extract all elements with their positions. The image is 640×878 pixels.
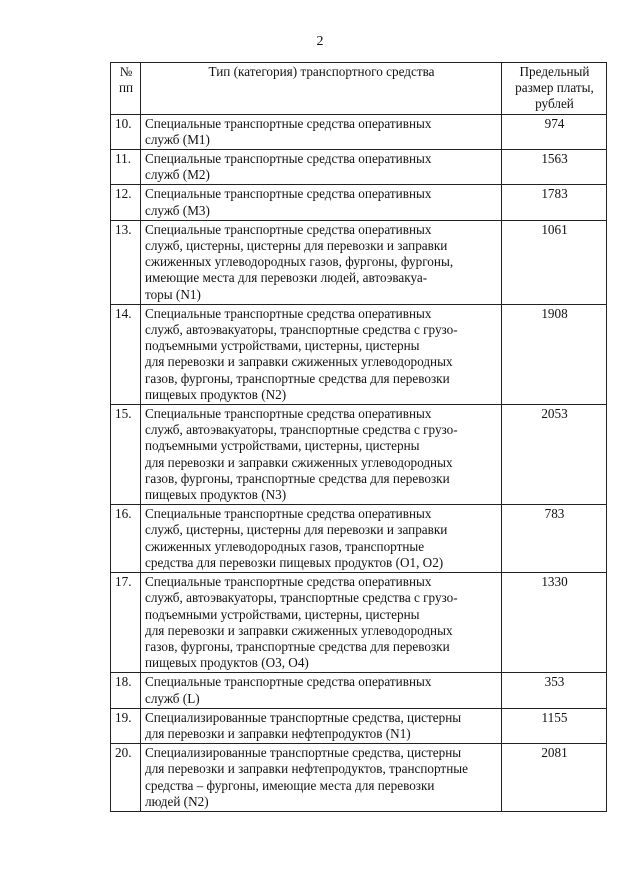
max-fee-value: 353 <box>502 673 607 708</box>
page-number: 2 <box>316 34 324 49</box>
vehicle-type-line: Специальные транспортные средства оперативных <box>145 406 432 422</box>
vehicle-type-line: для перевозки и заправки нефтепродуктов (N1) <box>145 725 411 741</box>
table-row <box>111 505 607 573</box>
vehicle-type-line: служб, цистерны, цистерны для перевозки и заправки <box>145 238 448 254</box>
vehicle-type-line: имеющие места для перевозки людей, автоэвакуа- <box>145 270 428 286</box>
row-number: 12. <box>111 185 141 220</box>
row-number: 15. <box>111 405 141 505</box>
max-fee-value: 2081 <box>502 744 607 812</box>
row-number: 20. <box>111 744 141 812</box>
vehicle-type-line: Специализированные транспортные средства, цистерны <box>145 745 462 761</box>
max-fee-value: 1908 <box>502 304 607 404</box>
table-row <box>111 405 607 505</box>
vehicle-type-line: для перевозки и заправки сжиженных углеводородных <box>145 622 453 638</box>
vehicle-type-line: Специальные транспортные средства оперативных <box>145 305 432 321</box>
vehicle-type-line: средства для перевозки пищевых продуктов (O1, O2) <box>145 554 444 570</box>
vehicle-type-line: служб (M3) <box>145 202 210 218</box>
max-fee-value: 2053 <box>502 405 607 505</box>
vehicle-type-cell <box>141 573 502 673</box>
header-fee-line: Предельный <box>519 64 590 79</box>
vehicle-type-cell <box>141 505 502 573</box>
vehicle-type-line: сжиженных углеводородных газов, транспортные <box>145 538 425 554</box>
vehicle-type-line: служб, автоэвакуаторы, транспортные средства с грузо- <box>145 422 458 438</box>
header-fee <box>502 63 607 115</box>
table-row <box>111 185 607 220</box>
vehicle-type-line: пищевых продуктов (O3, O4) <box>145 655 309 671</box>
max-fee-value: 1061 <box>502 220 607 304</box>
vehicle-type-line: торы (N1) <box>145 286 201 302</box>
header-number <box>111 63 141 115</box>
table-header-row <box>111 63 607 115</box>
table-row <box>111 673 607 708</box>
table-row <box>111 220 607 304</box>
vehicle-type-line: подъемными устройствами, цистерны, цистерны <box>145 438 420 454</box>
max-fee-value: 974 <box>502 114 607 149</box>
max-fee-value: 1563 <box>502 150 607 185</box>
vehicle-type-line: Специальные транспортные средства оперативных <box>145 186 432 202</box>
max-fee-value: 783 <box>502 505 607 573</box>
vehicle-type-cell <box>141 744 502 812</box>
max-fee-value: 1783 <box>502 185 607 220</box>
vehicle-type-line: для перевозки и заправки нефтепродуктов, транспортные <box>145 761 468 777</box>
table-row <box>111 114 607 149</box>
row-number: 16. <box>111 505 141 573</box>
row-number: 14. <box>111 304 141 404</box>
vehicle-type-cell <box>141 304 502 404</box>
vehicle-type-line: газов, фургоны, транспортные средства для перевозки <box>145 470 450 486</box>
vehicle-type-line: подъемными устройствами, цистерны, цистерны <box>145 606 420 622</box>
vehicle-type-cell <box>141 405 502 505</box>
vehicle-type-line: газов, фургоны, транспортные средства для перевозки <box>145 638 450 654</box>
vehicle-type-cell <box>141 150 502 185</box>
vehicle-type-cell <box>141 114 502 149</box>
vehicle-type-line: Специальные транспортные средства оперативных <box>145 506 432 522</box>
vehicle-type-line: людей (N2) <box>145 793 209 809</box>
header-fee-line: размер платы, <box>515 80 594 96</box>
row-number: 13. <box>111 220 141 304</box>
table-row <box>111 708 607 743</box>
vehicle-type-cell <box>141 185 502 220</box>
vehicle-type-line: служб (M2) <box>145 167 210 183</box>
vehicle-type-line: служб (M1) <box>145 131 210 147</box>
vehicle-type-line: Специальные транспортные средства оперативных <box>145 574 432 590</box>
max-fee-value: 1330 <box>502 573 607 673</box>
table-row <box>111 573 607 673</box>
row-number: 11. <box>111 150 141 185</box>
vehicle-type-line: для перевозки и заправки сжиженных углеводородных <box>145 354 453 370</box>
vehicle-type-line: Специальные транспортные средства оперативных <box>145 115 432 131</box>
vehicle-type-line: подъемными устройствами, цистерны, цистерны <box>145 338 420 354</box>
vehicle-type-line: сжиженных углеводородных газов, фургоны, фургоны, <box>145 254 454 270</box>
vehicle-type-line: служб, цистерны, цистерны для перевозки и заправки <box>145 522 448 538</box>
vehicle-type-cell <box>141 220 502 304</box>
header-number-line: пп <box>118 80 134 96</box>
header-number-line: № <box>119 64 133 79</box>
vehicle-type-line: средства – фургоны, имеющие места для перевозки <box>145 777 435 793</box>
vehicle-type-cell <box>141 708 502 743</box>
vehicle-type-line: служб (L) <box>145 690 200 706</box>
vehicle-type-line: пищевых продуктов (N2) <box>145 386 287 402</box>
table-row <box>111 304 607 404</box>
vehicle-type-cell <box>141 673 502 708</box>
vehicle-type-line: Специальные транспортные средства оперативных <box>145 151 432 167</box>
vehicle-type-line: газов, фургоны, транспортные средства для перевозки <box>145 370 450 386</box>
table-row <box>111 744 607 812</box>
vehicle-type-line: пищевых продуктов (N3) <box>145 487 287 503</box>
vehicle-type-line: Специализированные транспортные средства, цистерны <box>145 709 462 725</box>
vehicle-type-line: служб, автоэвакуаторы, транспортные средства с грузо- <box>145 322 458 338</box>
header-fee-line: рублей <box>535 96 574 112</box>
max-fee-value: 1155 <box>502 708 607 743</box>
table-row <box>111 150 607 185</box>
vehicle-type-line: Специальные транспортные средства оперативных <box>145 674 432 690</box>
row-number: 10. <box>111 114 141 149</box>
header-type: Тип (категория) транспортного средства <box>141 63 502 115</box>
vehicle-type-line: для перевозки и заправки сжиженных углеводородных <box>145 454 453 470</box>
row-number: 19. <box>111 708 141 743</box>
vehicle-type-line: Специальные транспортные средства оперативных <box>145 221 432 237</box>
vehicle-type-line: служб, автоэвакуаторы, транспортные средства с грузо- <box>145 590 458 606</box>
row-number: 18. <box>111 673 141 708</box>
fee-table <box>110 62 607 812</box>
row-number: 17. <box>111 573 141 673</box>
